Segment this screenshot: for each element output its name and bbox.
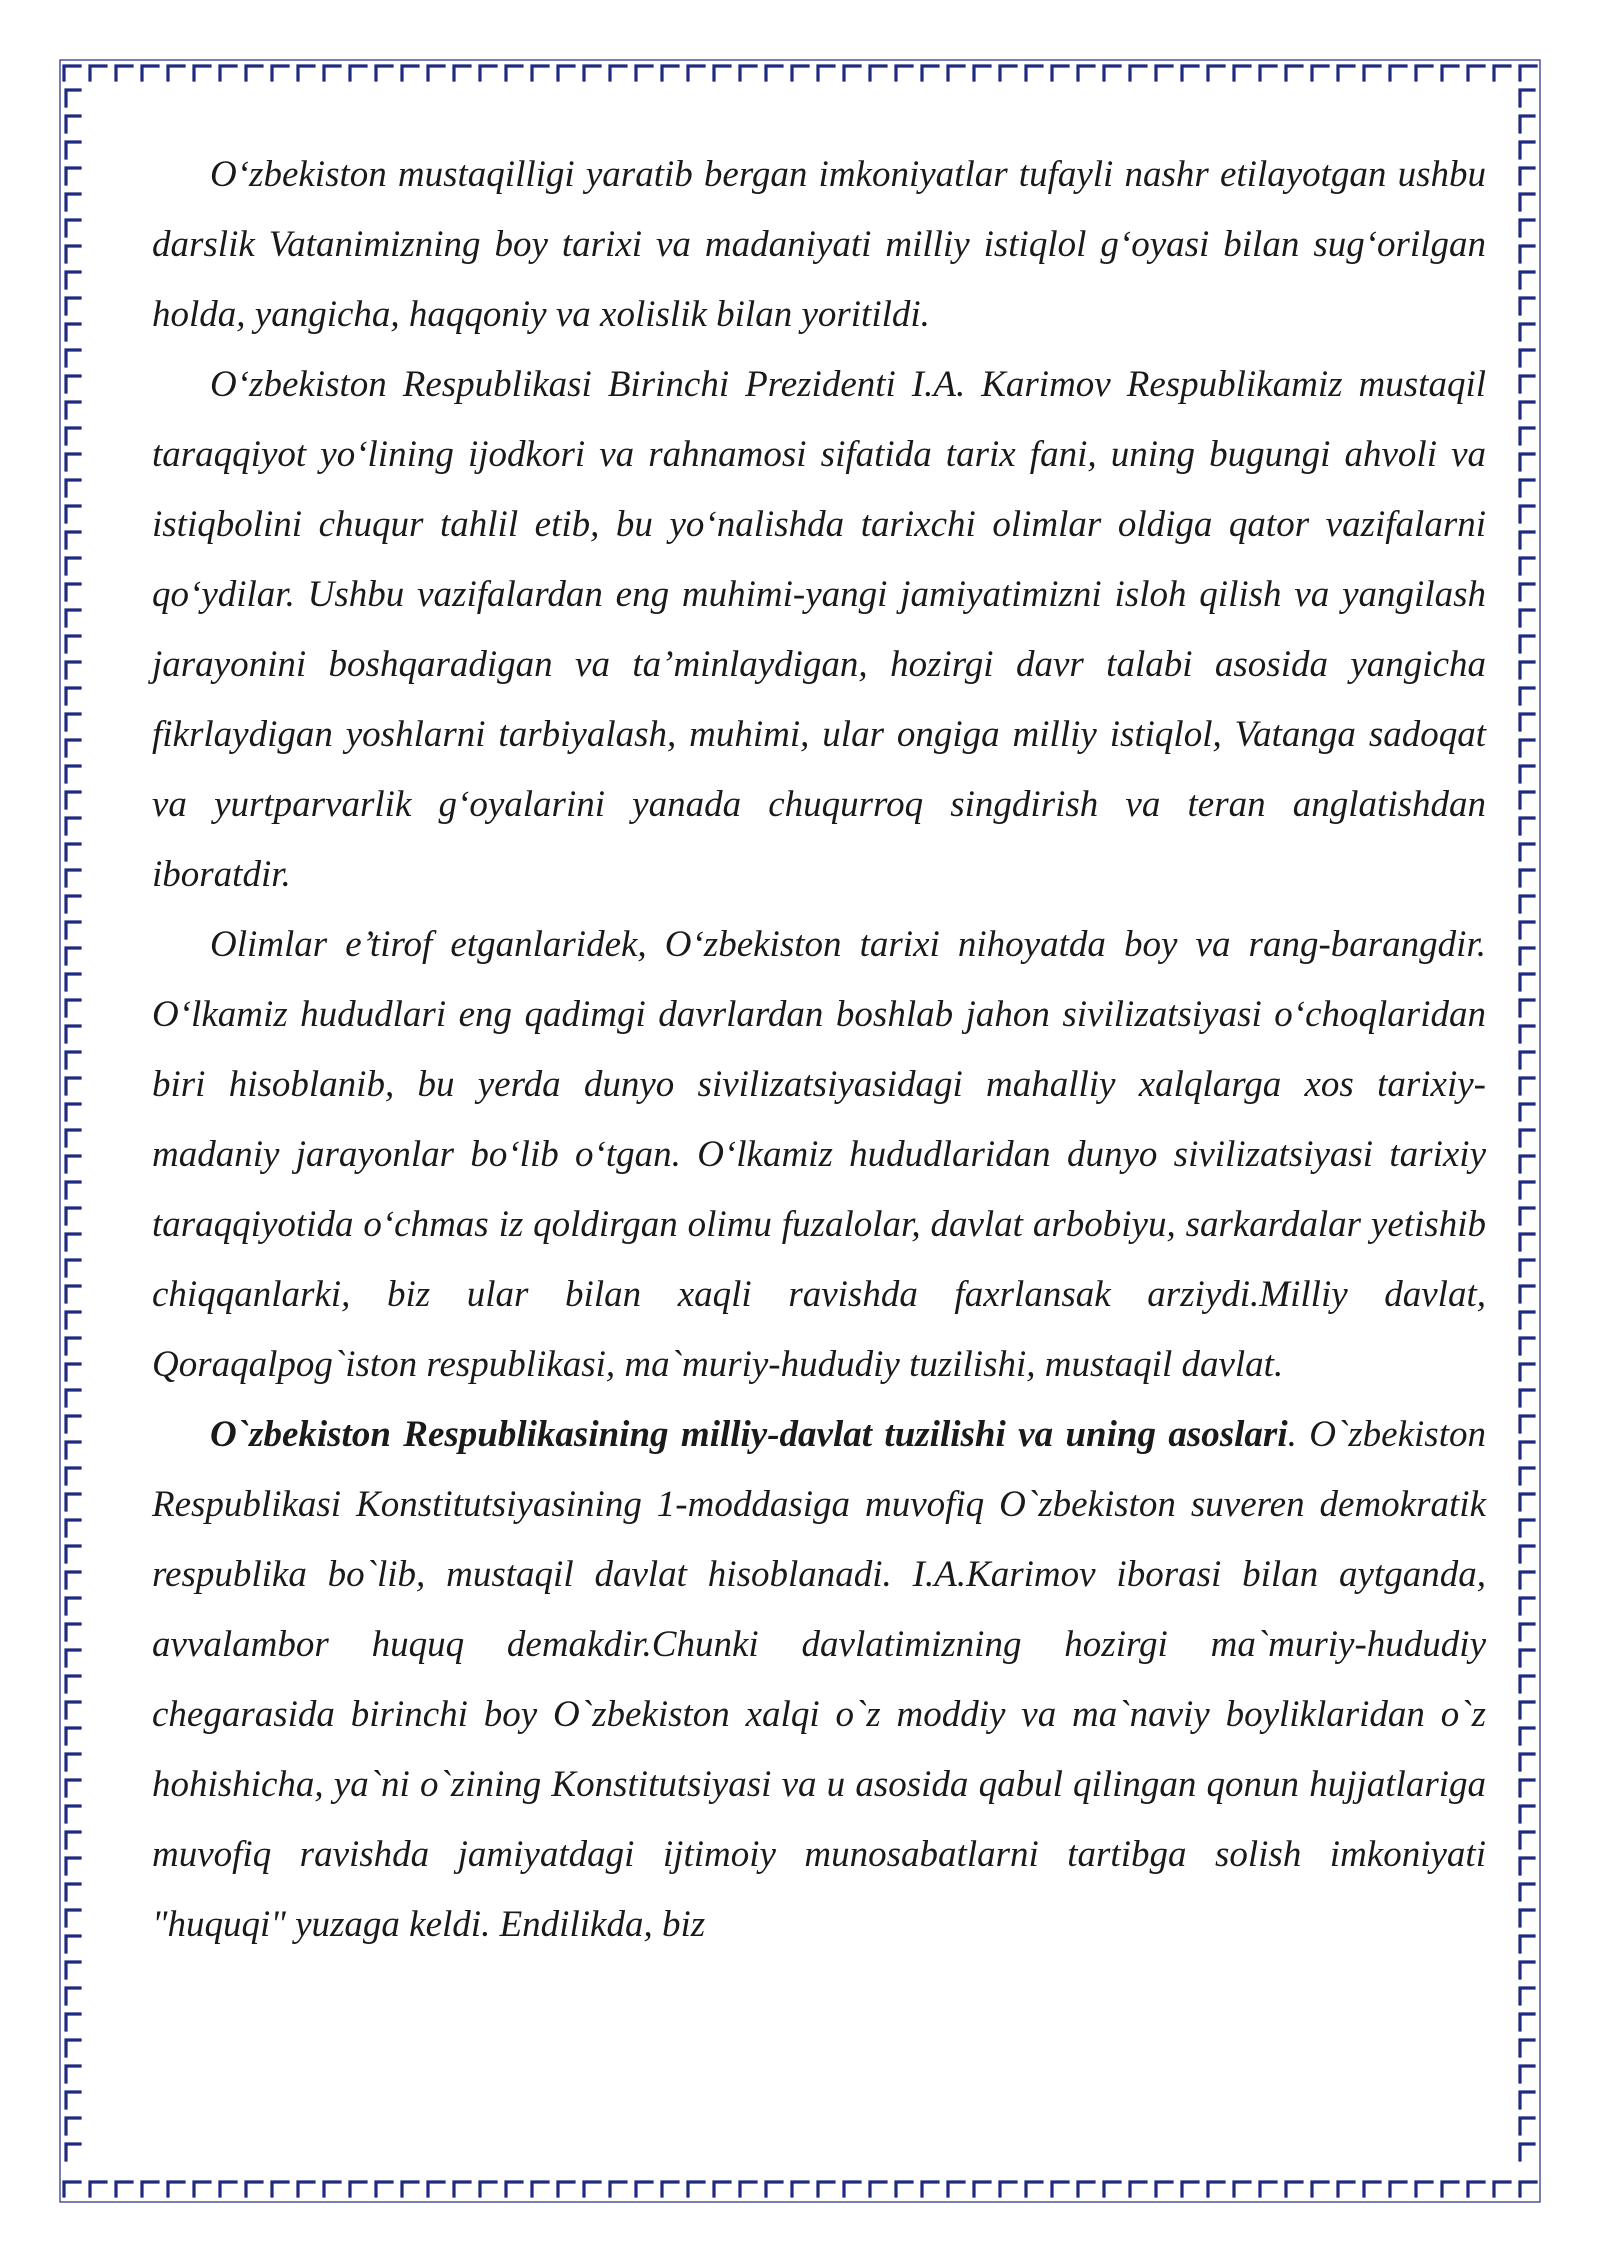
border-motif	[246, 2182, 262, 2196]
border-motif	[1364, 66, 1380, 80]
border-motif	[766, 2182, 782, 2196]
border-motif	[66, 844, 80, 860]
border-motif	[1520, 1728, 1534, 1744]
border-motif	[714, 66, 730, 80]
paragraph-president: O‘zbekiston Respublikasi Birinchi Prezidenti I.A. Karimov Respublikamiz mustaqil taraqqiyot yo‘lining ijodkori va rahnamosi sifatida tarix fani, uning bugungi ahvoli va istiqbolini chuqur tahlil etib, bu yo‘nalishda tarixchi olimlar oldiga qator vazifalarni qo‘ydilar. Ushbu vazifalardan eng muhimi-yangi jamiyatimizni isloh qilish va yangilash jarayonini boshqaradigan va ta’minlaydigan, hozirgi davr talabi asosida yangicha fikrlaydigan yoshlarni tarbiyalash, muhimi, ular ongiga milliy istiqlol, Vatanga sadoqat va yurtparvarlik g‘oyalarini yanada chuqurroq singdirish va teran anglatishdan iboratdir.	[152, 364, 1486, 895]
border-motif	[1364, 2182, 1380, 2196]
border-motif	[766, 66, 782, 80]
border-motif	[1156, 66, 1172, 80]
border-motif	[66, 714, 80, 730]
border-motif	[220, 66, 236, 80]
border-motif	[870, 66, 886, 80]
border-motif	[66, 194, 80, 210]
border-motif	[1520, 1936, 1534, 1952]
border-motif	[1156, 2182, 1172, 2196]
border-motif	[1286, 66, 1302, 80]
border-motif	[1520, 1026, 1534, 1042]
border-motif	[896, 66, 912, 80]
paragraph-constitution-text: . O`zbekiston Respublikasi Konstitutsiyasining 1-moddasiga muvofiq O`zbekiston suveren demokratik respublika bo`lib, mustaqil davlat hisoblanadi. I.A.Karimov iborasi bilan aytganda, avvalambor huquq demakdir.Chunki davlatimizning hozirgi ma`muriy-hududiy chegarasida birinchi boy O`zbekiston xalqi o`z moddiy va ma`naviy boyliklaridan o`z hohishicha, ya`ni o`zining Konstitutsiyasi va u asosida qabul qilingan qonun hujjatlariga muvofiq ravishda jamiyatdagi ijtimoiy munosabatlarni tartibga solish imkoniyati "huquqi" yuzaga keldi. Endilikda, biz	[152, 1414, 1486, 1945]
border-motif	[66, 1442, 80, 1458]
border-motif	[844, 66, 860, 80]
border-motif	[610, 66, 626, 80]
border-motif	[220, 2182, 236, 2196]
border-motif	[1312, 2182, 1328, 2196]
border-motif	[1520, 324, 1534, 340]
border-motif	[740, 66, 756, 80]
border-motif	[66, 506, 80, 522]
border-motif	[974, 2182, 990, 2196]
border-motif	[66, 2066, 80, 2082]
border-motif	[66, 636, 80, 652]
border-motif	[1520, 220, 1534, 236]
border-motif	[1520, 584, 1534, 600]
border-motif	[1520, 1052, 1534, 1068]
border-motif	[66, 662, 80, 678]
border-motif	[662, 66, 678, 80]
border-motif	[1520, 246, 1534, 262]
border-motif	[1520, 1494, 1534, 1510]
border-motif	[402, 66, 418, 80]
border-motif	[1260, 66, 1276, 80]
border-motif	[168, 66, 184, 80]
border-motif	[610, 2182, 626, 2196]
border-motif	[870, 2182, 886, 2196]
border-motif	[66, 1936, 80, 1952]
border-motif	[1520, 1416, 1534, 1432]
border-motif	[1520, 1468, 1534, 1484]
border-motif	[1520, 1910, 1534, 1926]
border-motif	[1520, 1286, 1534, 1302]
border-motif	[66, 116, 80, 132]
border-motif	[66, 1780, 80, 1796]
border-motif	[66, 1702, 80, 1718]
border-motif	[922, 66, 938, 80]
border-motif	[66, 350, 80, 366]
border-motif	[324, 2182, 340, 2196]
border-motif	[66, 1078, 80, 1094]
border-motif	[1494, 66, 1510, 80]
border-motif	[1520, 1546, 1534, 1562]
border-motif	[428, 2182, 444, 2196]
border-motif	[818, 2182, 834, 2196]
border-motif	[66, 1468, 80, 1484]
border-motif	[1520, 506, 1534, 522]
border-motif	[1520, 1338, 1534, 1354]
border-motif	[66, 1910, 80, 1926]
border-motif	[1520, 2066, 1534, 2082]
border-motif	[66, 1598, 80, 1614]
border-motif	[1442, 66, 1458, 80]
border-motif	[948, 66, 964, 80]
border-motif	[480, 2182, 496, 2196]
border-motif	[1182, 2182, 1198, 2196]
border-motif	[64, 66, 80, 80]
border-motif	[1182, 66, 1198, 80]
border-motif	[66, 1676, 80, 1692]
border-motif	[66, 246, 80, 262]
border-motif	[168, 2182, 184, 2196]
border-motif	[1052, 66, 1068, 80]
border-motif	[792, 66, 808, 80]
border-motif	[66, 1494, 80, 1510]
border-motif	[1520, 2182, 1536, 2196]
border-motif	[66, 688, 80, 704]
border-motif	[66, 1624, 80, 1640]
border-motif	[66, 220, 80, 236]
border-motif	[1520, 116, 1534, 132]
border-motif	[1026, 66, 1042, 80]
border-motif	[1520, 1858, 1534, 1874]
section-heading: O`zbekiston Respublikasining milliy-davlat tuzilishi va uning asoslari	[210, 1414, 1288, 1455]
border-motif	[1520, 1624, 1534, 1640]
border-motif	[66, 1728, 80, 1744]
border-motif	[1286, 2182, 1302, 2196]
border-motif	[740, 2182, 756, 2196]
border-motif	[1520, 480, 1534, 496]
border-motif	[66, 1052, 80, 1068]
border-motif	[1520, 2118, 1534, 2134]
border-motif	[142, 2182, 158, 2196]
border-motif	[1338, 2182, 1354, 2196]
border-motif	[1000, 2182, 1016, 2196]
border-motif	[402, 2182, 418, 2196]
border-motif	[66, 1312, 80, 1328]
border-motif	[792, 2182, 808, 2196]
border-motif	[66, 1182, 80, 1198]
border-motif	[1520, 922, 1534, 938]
border-motif	[116, 66, 132, 80]
border-motif	[1520, 1520, 1534, 1536]
border-motif	[66, 1156, 80, 1172]
border-motif	[1000, 66, 1016, 80]
border-motif	[1520, 974, 1534, 990]
border-motif	[66, 792, 80, 808]
border-motif	[66, 454, 80, 470]
border-motif	[1520, 1364, 1534, 1380]
border-motif	[272, 66, 288, 80]
border-motif	[844, 2182, 860, 2196]
border-motif	[688, 66, 704, 80]
border-motif	[66, 1962, 80, 1978]
border-motif	[66, 1026, 80, 1042]
border-motif	[66, 818, 80, 834]
border-motif	[1520, 2092, 1534, 2108]
border-motif	[1520, 350, 1534, 366]
border-motif	[66, 142, 80, 158]
border-motif	[1104, 66, 1120, 80]
border-motif	[194, 66, 210, 80]
border-motif	[376, 66, 392, 80]
border-motif	[66, 1364, 80, 1380]
border-motif	[1052, 2182, 1068, 2196]
border-motif	[142, 66, 158, 80]
border-motif	[1520, 1442, 1534, 1458]
border-motif	[1208, 2182, 1224, 2196]
border-motif	[66, 1858, 80, 1874]
border-motif	[1520, 1676, 1534, 1692]
border-motif	[506, 66, 522, 80]
border-motif	[454, 66, 470, 80]
border-motif	[1520, 870, 1534, 886]
border-motif	[1520, 662, 1534, 678]
border-motif	[66, 2144, 80, 2160]
border-motif	[66, 90, 80, 106]
border-motif	[1520, 1702, 1534, 1718]
border-motif	[1520, 168, 1534, 184]
border-motif	[1520, 1182, 1534, 1198]
border-motif	[350, 2182, 366, 2196]
border-motif	[66, 896, 80, 912]
border-motif	[1078, 66, 1094, 80]
border-motif	[1520, 1962, 1534, 1978]
border-motif	[1494, 2182, 1510, 2196]
border-motif	[66, 428, 80, 444]
border-motif	[1520, 948, 1534, 964]
border-motif	[1520, 2014, 1534, 2030]
border-motif	[1520, 1650, 1534, 1666]
border-motif	[298, 2182, 314, 2196]
border-motif	[66, 558, 80, 574]
border-motif	[974, 66, 990, 80]
border-motif	[1234, 2182, 1250, 2196]
border-motif	[1520, 558, 1534, 574]
border-motif	[1520, 1104, 1534, 1120]
border-motif	[1104, 2182, 1120, 2196]
border-motif	[1520, 610, 1534, 626]
border-motif	[1520, 896, 1534, 912]
border-motif	[1078, 2182, 1094, 2196]
border-motif	[66, 584, 80, 600]
border-motif	[1416, 2182, 1432, 2196]
border-motif	[116, 2182, 132, 2196]
border-motif	[1520, 454, 1534, 470]
border-motif	[1520, 1806, 1534, 1822]
border-motif	[1520, 1832, 1534, 1848]
border-motif	[90, 2182, 106, 2196]
document-body	[152, 140, 1486, 1960]
border-motif	[246, 66, 262, 80]
border-motif	[66, 532, 80, 548]
border-motif	[66, 1338, 80, 1354]
border-motif	[1520, 2040, 1534, 2056]
border-motif	[66, 2014, 80, 2030]
border-motif	[66, 1572, 80, 1588]
border-motif	[1390, 2182, 1406, 2196]
border-motif	[1520, 688, 1534, 704]
border-motif	[1130, 66, 1146, 80]
border-motif	[66, 1754, 80, 1770]
border-motif	[298, 66, 314, 80]
border-motif	[272, 2182, 288, 2196]
border-motif	[66, 168, 80, 184]
border-motif	[1416, 66, 1432, 80]
border-motif	[1520, 402, 1534, 418]
border-motif	[1520, 376, 1534, 392]
border-motif	[1130, 2182, 1146, 2196]
border-motif	[1520, 636, 1534, 652]
border-motif	[1442, 2182, 1458, 2196]
border-motif	[1520, 66, 1536, 80]
border-motif	[1390, 66, 1406, 80]
border-motif	[1520, 766, 1534, 782]
border-motif	[636, 66, 652, 80]
paragraph-constitution	[152, 1400, 1486, 1960]
border-motif	[66, 2040, 80, 2056]
border-motif	[896, 2182, 912, 2196]
border-motif	[1520, 1754, 1534, 1770]
border-motif	[1520, 142, 1534, 158]
border-motif	[948, 2182, 964, 2196]
border-motif	[66, 1806, 80, 1822]
border-motif	[1520, 1156, 1534, 1172]
border-motif	[66, 1208, 80, 1224]
border-motif	[1208, 66, 1224, 80]
border-motif	[66, 766, 80, 782]
border-motif	[1520, 792, 1534, 808]
border-motif	[1520, 1000, 1534, 1016]
border-motif	[1520, 1884, 1534, 1900]
border-motif	[1520, 1312, 1534, 1328]
border-motif	[66, 1832, 80, 1848]
border-motif	[66, 1260, 80, 1276]
border-motif	[1520, 1390, 1534, 1406]
border-motif	[66, 1650, 80, 1666]
border-motif	[350, 66, 366, 80]
border-motif	[1520, 1208, 1534, 1224]
border-motif	[1234, 66, 1250, 80]
border-motif	[584, 66, 600, 80]
border-motif	[1520, 1598, 1534, 1614]
border-motif	[66, 1988, 80, 2004]
border-motif	[1520, 298, 1534, 314]
border-motif	[714, 2182, 730, 2196]
border-motif	[1260, 2182, 1276, 2196]
border-motif	[66, 870, 80, 886]
border-motif	[90, 66, 106, 80]
border-motif	[1520, 1260, 1534, 1276]
border-motif	[66, 1520, 80, 1536]
border-motif	[66, 480, 80, 496]
border-motif	[1520, 2144, 1534, 2160]
border-motif	[66, 948, 80, 964]
paragraph-intro: O‘zbekiston mustaqilligi yaratib bergan imkoniyatlar tufayli nashr etilayotgan ushbu darslik Vatanimizning boy tarixi va madaniyati milliy istiqlol g‘oyasi bilan sug‘orilgan holda, yangicha, haqqoniy va xolislik bilan yoritildi.	[152, 154, 1486, 335]
border-motif	[922, 2182, 938, 2196]
border-motif	[66, 1286, 80, 1302]
border-motif	[66, 1884, 80, 1900]
border-motif	[1520, 1988, 1534, 2004]
border-motif	[1520, 1234, 1534, 1250]
border-motif	[66, 1104, 80, 1120]
border-motif	[66, 272, 80, 288]
border-motif	[1520, 714, 1534, 730]
border-motif	[66, 610, 80, 626]
border-motif	[1520, 844, 1534, 860]
border-motif	[428, 66, 444, 80]
border-motif	[1468, 66, 1484, 80]
border-motif	[454, 2182, 470, 2196]
border-motif	[532, 2182, 548, 2196]
border-motif	[66, 1546, 80, 1562]
border-motif	[1520, 740, 1534, 756]
border-motif	[558, 2182, 574, 2196]
border-motif	[1520, 428, 1534, 444]
border-motif	[66, 1416, 80, 1432]
border-motif	[1468, 2182, 1484, 2196]
border-motif	[1338, 66, 1354, 80]
border-motif	[1520, 90, 1534, 106]
border-motif	[66, 1390, 80, 1406]
border-motif	[662, 2182, 678, 2196]
border-motif	[66, 1234, 80, 1250]
border-motif	[1520, 1078, 1534, 1094]
border-motif	[66, 2092, 80, 2108]
border-motif	[1520, 818, 1534, 834]
border-motif	[1520, 532, 1534, 548]
border-motif	[1026, 2182, 1042, 2196]
border-motif	[1520, 1780, 1534, 1796]
border-motif	[480, 66, 496, 80]
border-motif	[376, 2182, 392, 2196]
border-motif	[66, 402, 80, 418]
border-motif	[64, 2182, 80, 2196]
border-motif	[324, 66, 340, 80]
border-motif	[1520, 194, 1534, 210]
border-motif	[194, 2182, 210, 2196]
border-motif	[506, 2182, 522, 2196]
border-motif	[1520, 272, 1534, 288]
border-motif	[66, 376, 80, 392]
border-motif	[66, 974, 80, 990]
border-motif	[66, 324, 80, 340]
border-motif	[532, 66, 548, 80]
paragraph-history: Olimlar e’tirof etganlaridek, O‘zbekiston tarixi nihoyatda boy va rang-barangdir. O‘lkamiz hududlari eng qadimgi davrlardan boshlab jahon sivilizatsiyasi o‘choqlaridan biri hisoblanib, bu yerda dunyo sivilizatsiyasidagi mahalliy xalqlarga xos tarixiy-madaniy jarayonlar bo‘lib o‘tgan. O‘lkamiz hududlaridan dunyo sivilizatsiyasi tarixiy taraqqiyotida o‘chmas iz qoldirgan olimu fuzalolar, davlat arbobiyu, sarkardalar yetishib chiqqanlarki, biz ular bilan xaqli ravishda faxrlansak arziydi.Milliy davlat, Qoraqalpog`iston respublikasi, ma`muriy-hududiy tuzilishi, mustaqil davlat.	[152, 924, 1486, 1385]
border-motif	[66, 1130, 80, 1146]
border-motif	[1312, 66, 1328, 80]
border-motif	[66, 1000, 80, 1016]
border-motif	[688, 2182, 704, 2196]
border-motif	[818, 66, 834, 80]
border-motif	[636, 2182, 652, 2196]
border-motif	[1520, 1130, 1534, 1146]
border-motif	[66, 2118, 80, 2134]
border-motif	[66, 740, 80, 756]
border-motif	[1520, 1572, 1534, 1588]
border-motif	[584, 2182, 600, 2196]
border-motif	[66, 298, 80, 314]
border-motif	[66, 922, 80, 938]
border-motif	[558, 66, 574, 80]
